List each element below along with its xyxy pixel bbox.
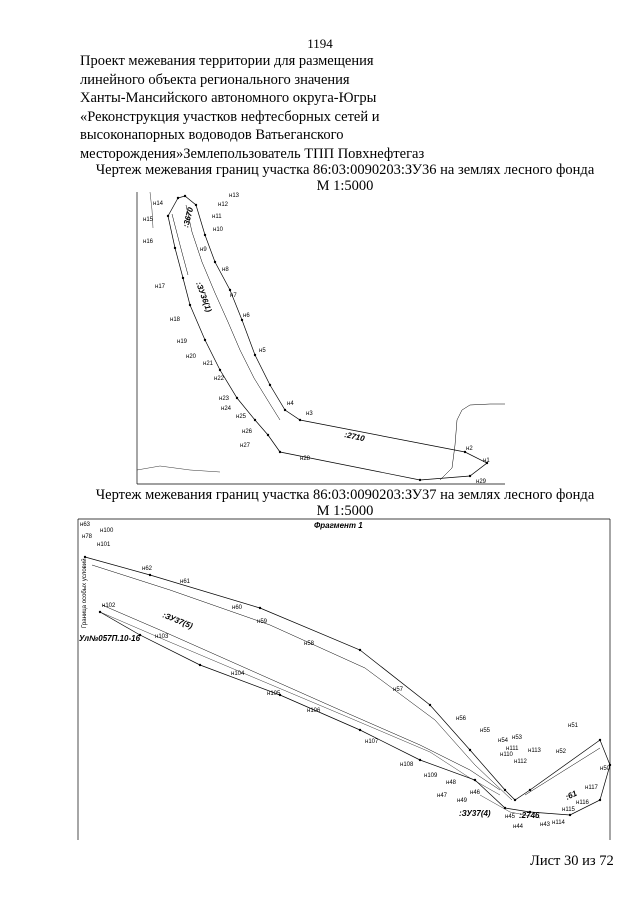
- vertex-point: [469, 749, 471, 751]
- label-zu36: :ЗУ36(1): [194, 280, 214, 314]
- label-n18: н18: [170, 317, 180, 323]
- label-n53: н53: [512, 735, 522, 741]
- label-n13: н13: [229, 193, 239, 199]
- page-number: 1194: [307, 36, 333, 51]
- label-n55: н55: [480, 728, 490, 734]
- label-n4: н4: [287, 401, 294, 407]
- label-n109: н109: [424, 773, 438, 779]
- label-n21: н21: [203, 361, 213, 367]
- label-n50: н50: [600, 766, 610, 772]
- label-n114: н114: [552, 820, 565, 826]
- label-n62: н62: [142, 566, 152, 572]
- left-vertical-text: Граница особых условий: [82, 558, 88, 628]
- label-n2: н2: [466, 446, 473, 452]
- vertex-point: [429, 704, 431, 706]
- label-n7: н7: [230, 293, 237, 299]
- label-zu37-5: :ЗУ37(5): [161, 610, 194, 631]
- label-n78: н78: [82, 534, 92, 540]
- label-n8: н8: [222, 267, 229, 273]
- title-line: Проект межевания территории для размещения: [80, 53, 374, 69]
- label-plot-61: :61: [564, 788, 579, 802]
- label-n28: н28: [300, 456, 310, 462]
- drawing2-labels: [80, 522, 611, 830]
- label-n117: н117: [585, 785, 598, 791]
- label-n24: н24: [221, 406, 231, 412]
- label-n46: н46: [470, 790, 480, 796]
- label-n25: н25: [236, 414, 246, 420]
- label-n101: н101: [97, 542, 111, 548]
- label-n58: н58: [304, 641, 314, 647]
- vertex-point: [419, 759, 421, 761]
- label-n19: н19: [177, 339, 187, 345]
- label-n100: н100: [100, 528, 114, 534]
- label-n111: н111: [506, 746, 519, 752]
- drawing1-scale: М 1:5000: [316, 178, 374, 194]
- label-n102: н102: [102, 603, 116, 609]
- label-n6: н6: [243, 313, 250, 319]
- left-code-label: Ул№057П.10-16: [79, 634, 141, 643]
- label-plot-2710: :2710: [343, 430, 366, 444]
- label-n107: н107: [365, 739, 379, 745]
- label-n56: н56: [456, 716, 466, 722]
- title-line: высоконапорных водоводов Ватьеганского: [80, 127, 344, 143]
- label-n5: н5: [259, 348, 266, 354]
- label-n16: н16: [143, 239, 153, 245]
- label-n12: н12: [218, 202, 228, 208]
- label-n45: н45: [505, 814, 515, 820]
- label-n112: н112: [514, 759, 527, 765]
- label-n115: н115: [562, 807, 575, 813]
- label-plot-2746: :2746: [519, 811, 540, 820]
- vertex-point: [504, 807, 506, 809]
- vertex-point: [599, 799, 601, 801]
- drawing1-caption: Чертеж межевания границ участка 86:03:0090203:ЗУ36 на землях лесного фонда: [95, 162, 595, 178]
- label-n105: н105: [267, 691, 281, 697]
- label-n59: н59: [257, 619, 267, 625]
- title-line: Ханты-Мансийского автономного округа-Югры: [80, 90, 377, 106]
- label-plot-3670: :3670: [181, 206, 196, 229]
- label-n51: н51: [568, 723, 578, 729]
- label-n14: н14: [153, 201, 163, 207]
- label-n44: н44: [513, 824, 523, 830]
- label-n106: н106: [307, 708, 321, 714]
- label-n22: н22: [214, 376, 224, 382]
- label-n43: н43: [540, 822, 550, 828]
- drawing2-scale: М 1:5000: [316, 503, 374, 519]
- label-n15: н15: [143, 217, 153, 223]
- vertex-point: [514, 799, 516, 801]
- sheet-number: Лист 30 из 72: [530, 853, 614, 869]
- label-n17: н17: [155, 284, 165, 290]
- vertex-point: [474, 779, 476, 781]
- vertex-point: [504, 789, 506, 791]
- vertex-point: [569, 814, 571, 816]
- label-n52: н52: [556, 749, 566, 755]
- label-n61: н61: [180, 579, 190, 585]
- label-n113: н113: [528, 748, 541, 754]
- vertex-point: [199, 664, 201, 666]
- title-line: «Реконструкция участков нефтесборных сетей и: [80, 108, 380, 125]
- label-n57: н57: [393, 687, 403, 693]
- label-n116: н116: [576, 800, 589, 806]
- drawing2-vertices: [84, 556, 611, 816]
- label-n29: н29: [476, 479, 486, 485]
- vertex-point: [149, 574, 151, 576]
- fragment-label: Фрагмент 1: [314, 521, 363, 530]
- label-n20: н20: [186, 354, 196, 360]
- label-n11: н11: [212, 214, 222, 220]
- label-n104: н104: [231, 671, 245, 677]
- label-n26: н26: [242, 429, 252, 435]
- label-n23: н23: [219, 396, 229, 402]
- label-n3: н3: [306, 411, 313, 417]
- label-n54: н54: [498, 738, 508, 744]
- label-n103: н103: [155, 634, 169, 640]
- vertex-point: [84, 556, 86, 558]
- label-n63: н63: [80, 522, 90, 528]
- label-n10: н10: [213, 227, 223, 233]
- label-n27: н27: [240, 443, 250, 449]
- drawing2-caption: Чертеж межевания границ участка 86:03:0090203:ЗУ37 на землях лесного фонда: [95, 487, 595, 503]
- label-n60: н60: [232, 605, 242, 611]
- title-line: линейного объекта регионального значения: [80, 71, 350, 88]
- label-n110: н110: [500, 752, 513, 758]
- label-n1: н1: [483, 458, 490, 464]
- label-zu37-4: :ЗУ37(4): [459, 809, 491, 818]
- vertex-point: [359, 649, 361, 651]
- label-n48: н48: [446, 780, 456, 786]
- vertex-point: [99, 611, 101, 613]
- label-n49: н49: [457, 798, 467, 804]
- label-n47: н47: [437, 793, 447, 799]
- label-n9: н9: [200, 247, 207, 253]
- vertex-point: [599, 739, 601, 741]
- vertex-point: [359, 729, 361, 731]
- label-n108: н108: [400, 762, 414, 768]
- title-line: месторождения»Землепользователь ТПП Повхнефтегаз: [80, 145, 425, 162]
- vertex-point: [529, 789, 531, 791]
- vertex-point: [259, 607, 261, 609]
